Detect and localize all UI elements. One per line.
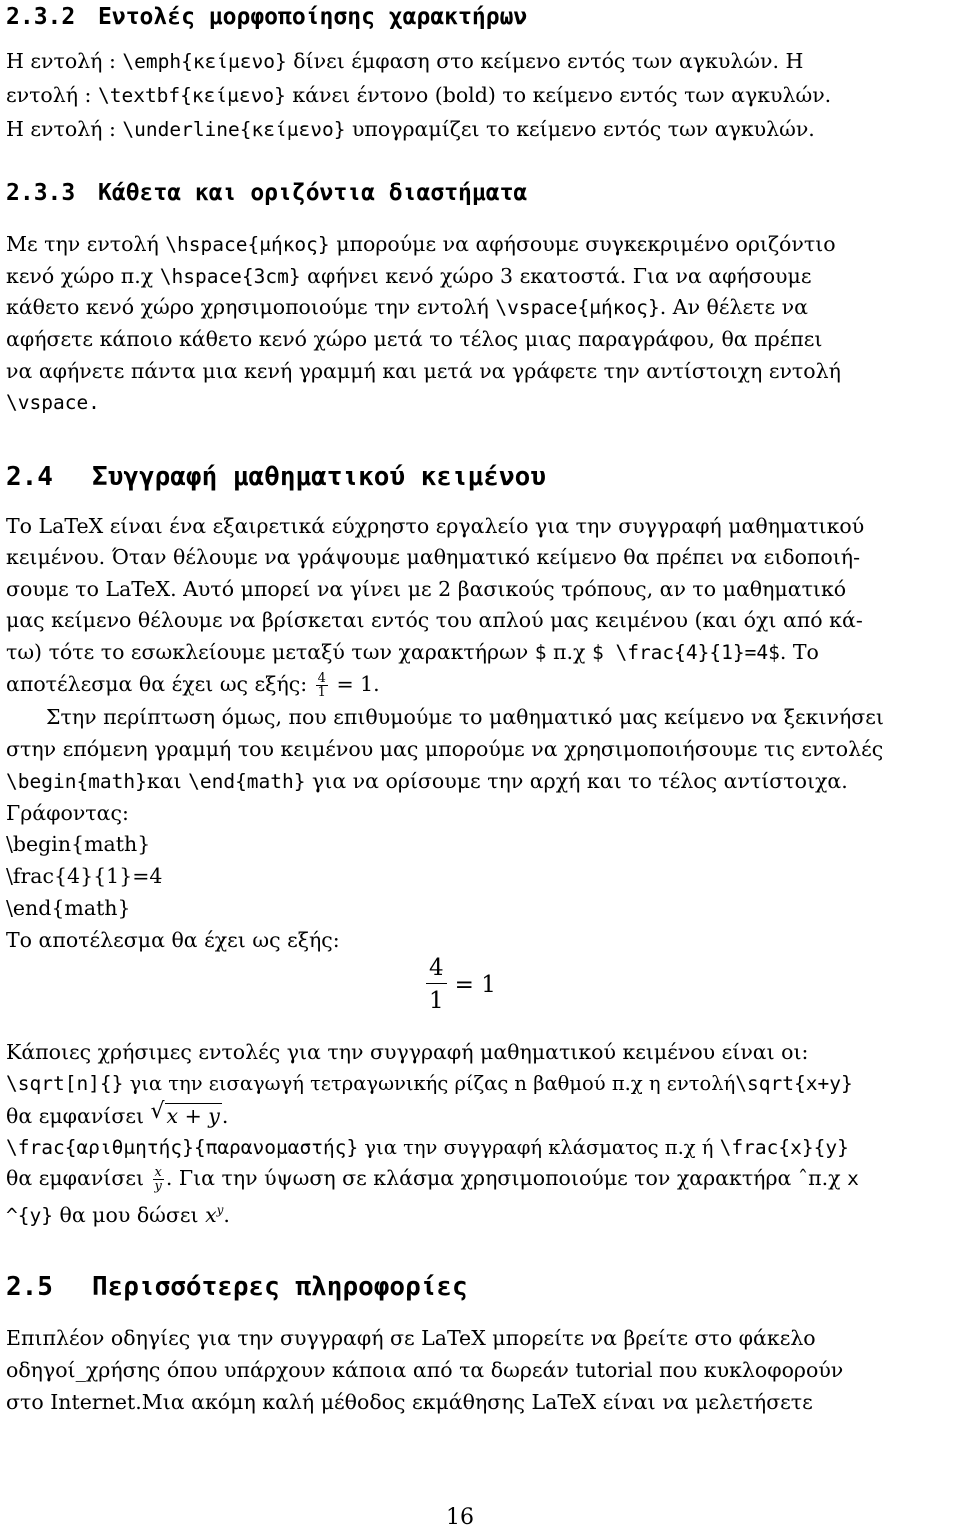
text-line: \frac{αριθμητής}{παρανομαστής} για την συγγραφή κλάσματος π.χ ή \frac{x}{y} xyxy=(6,1136,849,1159)
text-line: θα εμφανίσει $\frac{x}{y}$ . Για την ύψωση σε κλάσμα χρησιμοποιούμε τον χαρακτήρα ˆπ.χ x xyxy=(6,1165,859,1194)
text-line: \frac{4}{1}=4 xyxy=(6,864,163,888)
text-line: Επιπλέον οδηγίες για την συγγραφή σε LaTeX μπορείτε να βρείτε στο φάκελο xyxy=(6,1326,816,1350)
text-line: στο Internet.Μια ακόμη καλή μέθοδος εκμάθησης LaTeX είναι να μελετήσετε xyxy=(6,1390,813,1414)
inline-fraction: $\frac{4}{1}$ xyxy=(317,671,326,700)
text-line: οδηγοί_χρήσης όπου υπάρχουν κάποια από τα δωρεάν tutorial που κυκλοφορούν xyxy=(6,1358,844,1382)
text-line: κενό χώρο π.χ \hspace{3cm} αφήνει κενό χώρο 3 εκατοστά. Για να αφήσουμε xyxy=(6,264,812,288)
text-line: αποτέλεσμα θα έχει ως εξής: $\frac{4}{1}$ = 1. xyxy=(6,671,380,700)
heading-2-4: 2.4 Συγγραφή μαθηματικού κειμένου xyxy=(6,462,546,492)
text-line: να αφήνετε πάντα μια κενή γραμμή και μετά να γράφετε την αντίστοιχη εντολή xyxy=(6,359,841,383)
text-line: Η εντολή : \emph{κείμενο} δίνει έμφαση στο κείμενο εντός των αγκυλών. Η xyxy=(6,49,804,73)
text-line: κάθετο κενό χώρο χρησιμοποιούμε την εντολή \vspace{μήκος}. Αν θέλετε να xyxy=(6,295,808,319)
display-fraction: $\frac{4}{1}$ xyxy=(426,955,447,1014)
text-line: ^{y} θα μου δώσει $x^y$. xyxy=(6,1202,230,1227)
page-number: 16 xyxy=(446,1505,474,1530)
text-line: θα εμφανίσει √ x + y. xyxy=(6,1099,229,1128)
text-line: \sqrt[n]{} για την εισαγωγή τετραγωνικής ρίζας n βαθμού π.χ η εντολή\sqrt{x+y} xyxy=(6,1072,853,1095)
inline-fraction: $\frac{x}{y}$ xyxy=(154,1165,162,1194)
text-line: αφήσετε κάποιο κάθετο κενό χώρο μετά το τέλος μιας παραγράφου, θα πρέπει xyxy=(6,327,823,351)
text-line: Το LaTeX είναι ένα εξαιρετικά εύχρηστο εργαλείο για την συγγραφή μαθηματικού xyxy=(6,514,865,538)
text-line: μας κείμενο θέλουμε να βρίσκεται εντός του απλού μας κειμένου (και όχι από κά- xyxy=(6,608,863,632)
text-line: κειμένου. Όταν θέλουμε να γράψουμε μαθηματικό κείμενο θα πρέπει να ειδοποιή- xyxy=(6,545,860,569)
heading-2-3-2: 2.3.2 Εντολές μορφοποίησης χαρακτήρων xyxy=(6,4,528,30)
text-line: Κάποιες χρήσιμες εντολές για την συγγραφή μαθηματικού κειμένου είναι οι: xyxy=(6,1040,809,1064)
text-line: στην επόμενη γραμμή του κειμένου μας μπορούμε να χρησιμοποιήσουμε τις εντολές xyxy=(6,737,884,761)
text-line: Το αποτέλεσμα θα έχει ως εξής: xyxy=(6,928,340,952)
heading-2-3-3: 2.3.3 Κάθετα και οριζόντια διαστήματα xyxy=(6,180,528,206)
text-line: Με την εντολή \hspace{μήκος} μπορούμε να αφήσουμε συγκεκριμένο οριζόντιο xyxy=(6,232,836,256)
text-line: εντολή : \textbf{κείμενο} κάνει έντονο (bold) το κείμενο εντός των αγκυλών. xyxy=(6,83,832,107)
square-root: √ x + y xyxy=(150,1099,220,1128)
text-line: τω) τότε το εσωκλείουμε μεταξύ των χαρακτήρων $ π.χ $ \frac{4}{1}=4$. Το xyxy=(6,640,819,664)
text-line: Η εντολή : \underline{κείμενο} υπογραμίζει το κείμενο εντός των αγκυλών. xyxy=(6,117,815,141)
text-line: \vspace. xyxy=(6,391,100,414)
heading-2-5: 2.5 Περισσότερες πληροφορίες xyxy=(6,1272,468,1302)
text-line: \end{math} xyxy=(6,896,131,920)
display-equation: $\frac{4}{1}$ = 1 xyxy=(426,955,496,1014)
text-line: \begin{math}και \end{math} για να ορίσουμε την αρχή και το τέλος αντίστοιχα. xyxy=(6,769,848,793)
text-line: σουμε το LaTeX. Αυτό μπορεί να γίνει με 2 βασικούς τρόπους, αν το μαθηματικό xyxy=(6,577,847,601)
text-line: Γράφοντας: xyxy=(6,801,129,825)
text-line: Στην περίπτωση όμως, που επιθυμούμε το μαθηματικό μας κείμενο να ξεκινήσει xyxy=(46,705,884,729)
text-line: \begin{math} xyxy=(6,832,151,856)
